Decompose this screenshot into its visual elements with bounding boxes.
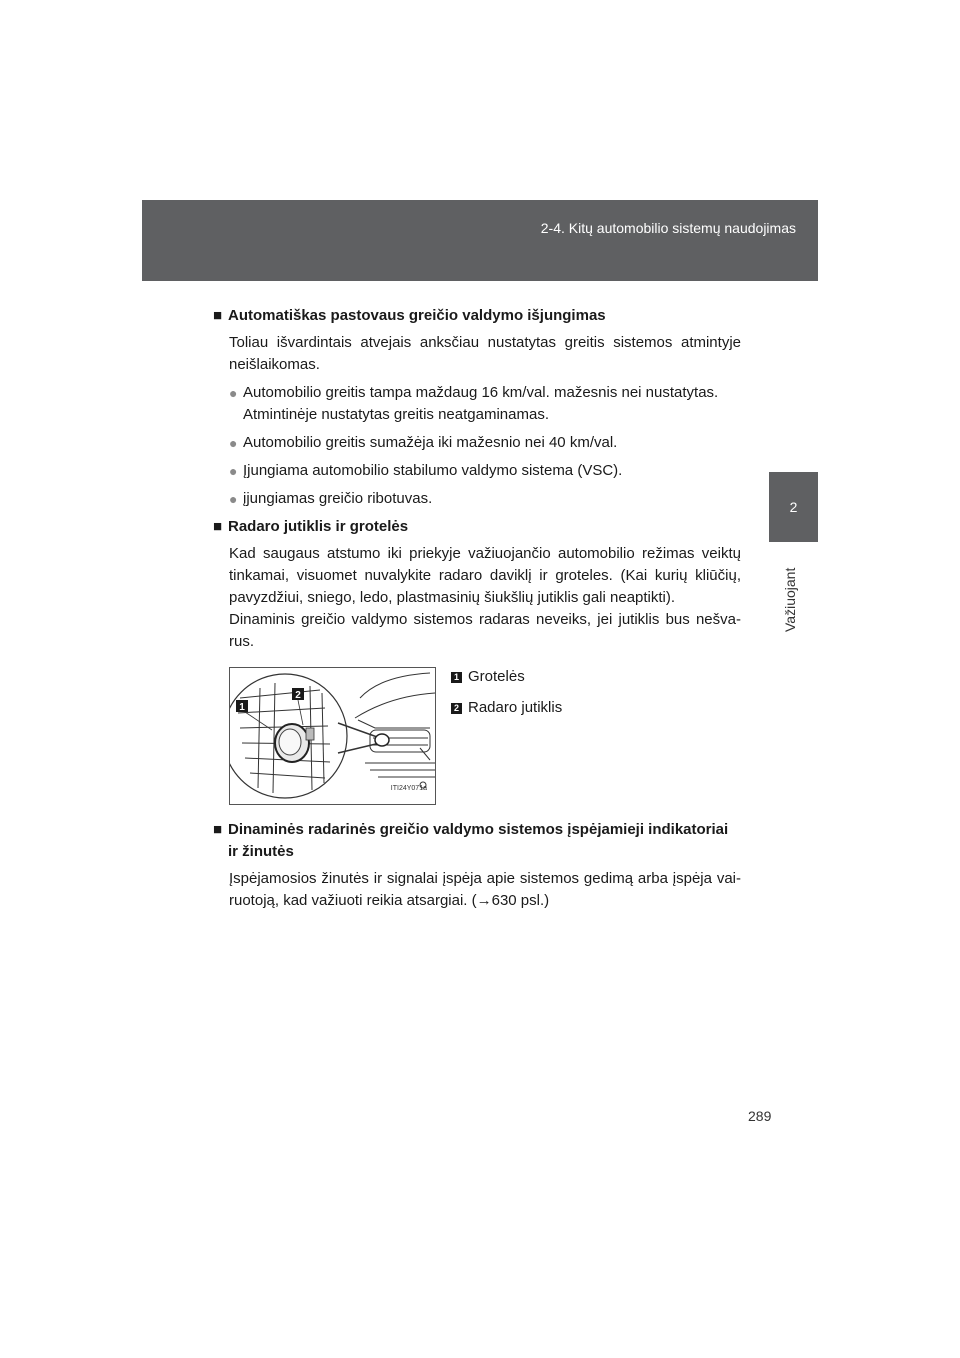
page-content (213, 305, 741, 912)
section-title: ■ Dinaminės radarinės greičio valdymo sistemos įspėjamieji indikatoriai ir žinutės (213, 819, 741, 863)
round-bullet-icon: ● (229, 463, 238, 479)
chapter-label: Važiuojant (782, 567, 798, 632)
round-bullet-icon: ● (229, 435, 238, 451)
section-title: ■ Radaro jutiklis ir grotelės (213, 516, 741, 538)
section-title: ■ Automatiškas pastovaus greičio valdymo išjungimas (213, 305, 741, 327)
number-badge: 1 (451, 672, 462, 683)
paragraph: Toliau išvardintais atvejais anksčiau nustatytas greitis sistemos atmintyje neišlaikomas. (229, 334, 741, 373)
header-bar (142, 200, 818, 281)
list-item: ● įjungiamas greičio ribotuvas. (229, 488, 741, 510)
square-bullet-icon: ■ (213, 821, 223, 838)
figure-radar-grille (229, 667, 436, 805)
legend-item: 2 Radaro jutiklis (451, 695, 562, 721)
section-header: 2-4. Kitų automobilio sistemų naudojimas (540, 220, 796, 236)
round-bullet-icon: ● (229, 385, 238, 401)
legend-item: 1 Grotelės (451, 664, 562, 690)
list-item: ● Automobilio greitis sumažėja iki mažesnio nei 40 km/val. (229, 432, 741, 454)
number-badge: 2 (451, 703, 462, 714)
list-item: ● Įjungiama automobilio stabilumo valdymo sistema (VSC). (229, 460, 741, 482)
square-bullet-icon: ■ (213, 518, 223, 535)
figure-legend (451, 664, 562, 805)
callout-1: 1 (239, 702, 245, 713)
figure-row (229, 667, 741, 805)
paragraph: Dinaminis greičio valdymo sistemos radaras neveiks, jei jutiklis bus nešva-rus. (229, 611, 741, 650)
paragraph: Įspėjamosios žinutės ir signalai įspėja apie sistemos gedimą arba įspėja vai-ruotoją, kad važiuoti reikia atsargiai. (→630 psl.) (229, 870, 741, 909)
round-bullet-icon: ● (229, 491, 238, 507)
callout-2: 2 (295, 690, 301, 701)
chapter-tab: 2 (769, 472, 818, 542)
paragraph: Kad saugaus atstumo iki priekyje važiuojančio automobilio režimas veiktų tinkamai, visuomet nuvalykite radaro daviklį ir groteles. (Kai kurių kliūčių, pavyzdžiui, sniego, ledo, plastmasinių šiukšlių jutiklis gali neaptikti). (229, 545, 741, 606)
figure-code: ITI24Y071a (390, 785, 427, 792)
square-bullet-icon: ■ (213, 307, 223, 324)
page-number: 289 (748, 1108, 772, 1124)
list-item: ● Automobilio greitis tampa maždaug 16 km/val. mažesnis nei nustatytas. Atmintinėje nustatytas greitis neatgaminamas. (229, 382, 741, 426)
